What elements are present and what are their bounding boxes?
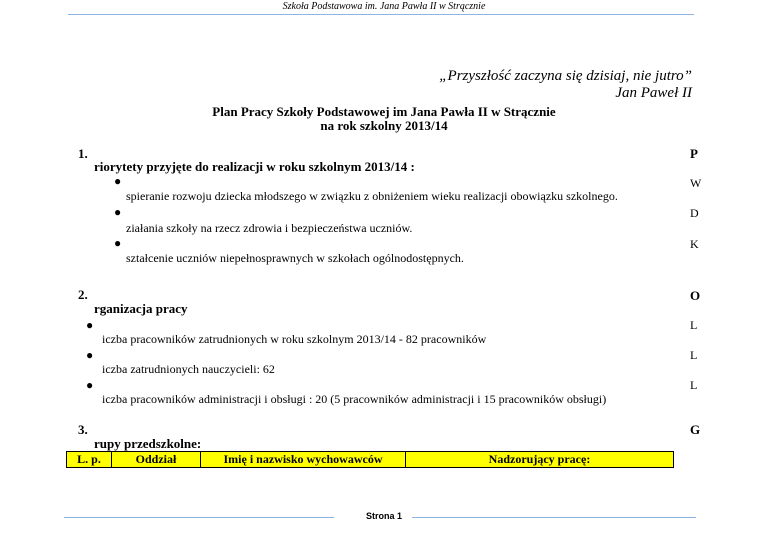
table-header-row [67, 452, 674, 468]
bullet-icon: ● [114, 205, 122, 219]
column-header-lp: L. p. [67, 452, 112, 468]
doc-subtitle: na rok szkolny 2013/14 [320, 118, 448, 133]
column-header-wychowawcy: Imię i nazwisko wychowawców [201, 452, 406, 468]
side-letter: L [690, 318, 698, 332]
list-item: spieranie rozwoju dziecka młodszego w związku z obniżeniem wieku realizacji obowiązku szkolnego. [126, 189, 618, 203]
section-2-heading: rganizacja pracy [94, 301, 188, 316]
quote-author: Jan Paweł II [615, 85, 692, 101]
doc-title: Plan Pracy Szkoły Podstawowej im Jana Pawła II w Strącznie [212, 104, 556, 119]
section-2-number: 2. [78, 287, 88, 302]
side-letter: O [690, 288, 701, 303]
column-header-oddzial: Oddział [112, 452, 201, 468]
side-letter: L [690, 348, 698, 362]
list-item: iczba zatrudnionych nauczycieli: 62 [102, 362, 275, 376]
list-item: iczba pracowników administracji i obsługi : 20 (5 pracowników administracji i 15 pracowników obsługi) [102, 392, 607, 406]
header-rule [68, 14, 694, 15]
section-1-number: 1. [78, 146, 88, 161]
bullet-icon: ● [86, 348, 94, 362]
section-1-heading: riorytety przyjęte do realizacji w roku szkolnym 2013/14 : [94, 159, 415, 174]
side-letter: W [690, 176, 702, 190]
bullet-icon: ● [114, 236, 122, 250]
page-header: Szkoła Podstawowa im. Jana Pawła II w Strącznie [282, 1, 486, 12]
section-3-heading: rupy przedszkolne: [94, 436, 202, 451]
side-letter: L [690, 378, 698, 392]
list-item: ziałania szkoły na rzecz zdrowia i bezpieczeństwa uczniów. [126, 221, 413, 235]
column-header-nadzorujacy: Nadzorujący pracę: [406, 452, 674, 468]
section-3-number: 3. [78, 422, 88, 437]
side-letter: K [690, 237, 699, 251]
quote-text: „Przyszłość zaczyna się dzisiaj, nie jutro” [439, 68, 692, 84]
side-letter: D [690, 206, 699, 220]
list-item: iczba pracowników zatrudnionych w roku szkolnym 2013/14 - 82 pracowników [102, 332, 487, 346]
list-item: ształcenie uczniów niepełnosprawnych w szkołach ogólnodostępnych. [126, 251, 464, 265]
bullet-icon: ● [86, 378, 94, 392]
bullet-icon: ● [86, 318, 94, 332]
groups-table [66, 451, 674, 468]
side-letter: P [690, 146, 698, 161]
bullet-icon: ● [114, 174, 122, 188]
side-letter: G [690, 422, 701, 437]
page-number: Strona 1 [365, 511, 402, 521]
